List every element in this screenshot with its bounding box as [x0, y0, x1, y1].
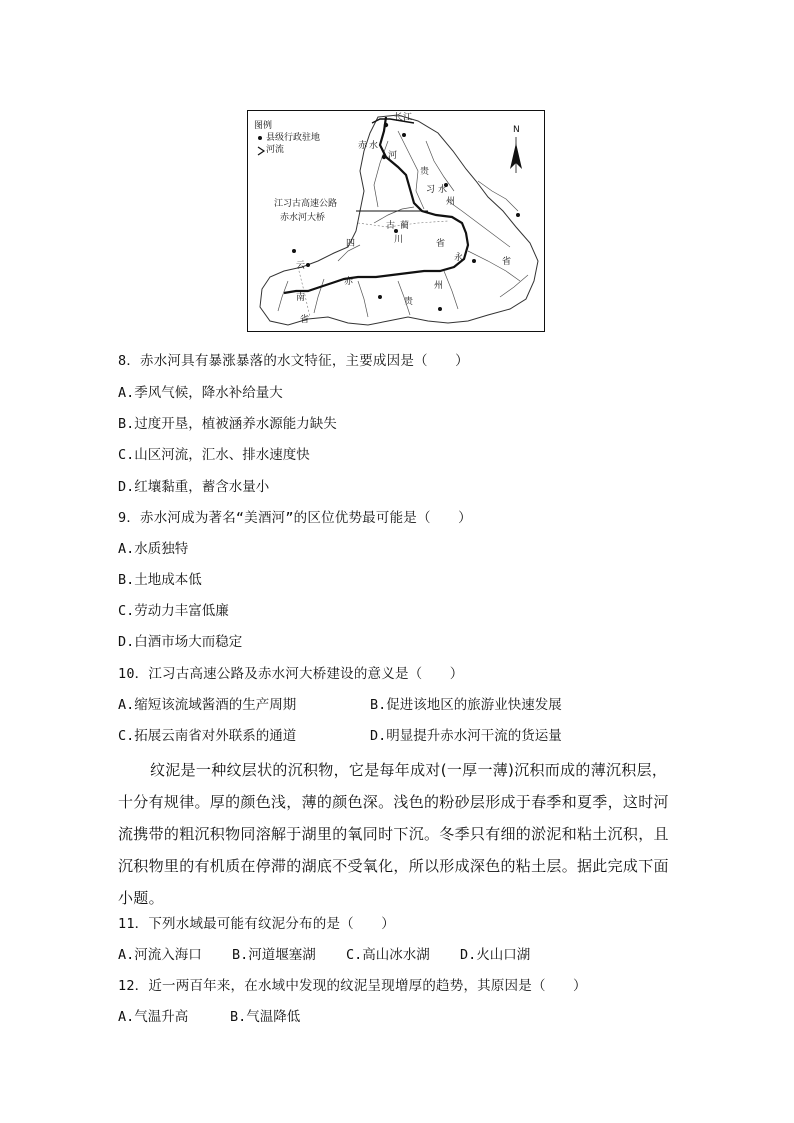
passage-line: 流携带的粗沉积物同溶解于湖里的氧同时下沉。冬季只有细的淤泥和粘土沉积，且: [118, 825, 669, 843]
q11-option-a: A.河流入海口: [118, 947, 202, 963]
q11-option-b: B.河道堰塞湖: [232, 947, 316, 963]
place-label: 贵: [404, 297, 414, 307]
q9-option-c: C.劳动力丰富低廉: [118, 603, 229, 619]
place-label: 赤: [358, 141, 368, 151]
q8-option-b: B.过度开垦，植被涵养水源能力缺失: [118, 416, 337, 432]
legend-county-seat: 县级行政驻地: [266, 133, 321, 143]
place-label: 省: [300, 315, 310, 325]
place-label: 古: [386, 221, 396, 231]
question-9: 9．赤水河成为著名“美酒河”的区位优势最可能是（ ）: [118, 510, 472, 526]
passage-line: 十分有规律。厚的颜色浅，薄的颜色深。浅色的粉砂层形成于春季和夏季，这时河: [118, 793, 669, 811]
q9-option-d: D.白酒市场大而稳定: [118, 634, 243, 650]
question-10: 10．江习古高速公路及赤水河大桥建设的意义是（ ）: [118, 666, 464, 682]
q11-option-d: D.火山口湖: [460, 947, 531, 963]
q11-option-c: C.高山冰水湖: [346, 947, 430, 963]
place-label: 川: [394, 235, 404, 245]
question-12: 12．近一两百年来，在水域中发现的纹泥呈现增厚的趋势，其原因是（ ）: [118, 978, 587, 994]
q8-option-c: C.山区河流，汇水、排水速度快: [118, 447, 310, 463]
place-label: 四: [346, 239, 356, 249]
q9-option-a: A.水质独特: [118, 541, 189, 557]
place-label: 贵: [420, 167, 430, 177]
q9-option-b: B.土地成本低: [118, 572, 202, 588]
place-label: 蔺: [400, 221, 410, 231]
label-highway: 江习古高速公路: [274, 199, 338, 209]
q10-option-b: B.促进该地区的旅游业快速发展: [370, 697, 562, 713]
question-11: 11．下列水域最可能有纹泥分布的是（ ）: [118, 916, 395, 932]
river-map-figure: [247, 110, 545, 332]
q10-option-c: C.拓展云南省对外联系的通道: [118, 728, 297, 744]
q10-option-d: D.明显提升赤水河干流的货运量: [370, 728, 562, 744]
passage-line: 纹泥是一种纹层状的沉积物，它是每年成对(一厚一薄)沉积而成的薄沉积层，: [150, 761, 668, 779]
legend-title: 图例: [254, 121, 273, 131]
passage-line: 沉积物里的有机质在停滞的湖底不受氧化，所以形成深色的粘土层。据此完成下面: [118, 857, 669, 875]
label-north: N: [513, 125, 520, 135]
place-label: 云: [296, 261, 306, 271]
place-label: 南: [296, 293, 306, 303]
q12-option-a: A.气温升高: [118, 1009, 189, 1025]
place-label: 水: [369, 141, 379, 151]
place-label: 习: [426, 185, 436, 195]
question-8: 8．赤水河具有暴涨暴落的水文特征，主要成因是（ ）: [118, 353, 469, 369]
place-label: 省: [502, 257, 512, 267]
legend-river: 河流: [266, 145, 285, 155]
place-label: 州: [446, 197, 456, 207]
place-label: 河: [388, 151, 398, 161]
label-changjiang: 长江: [394, 113, 413, 123]
place-label: 赤: [344, 277, 354, 287]
place-label: 州: [434, 281, 444, 291]
place-label: 水: [438, 185, 448, 195]
q8-option-a: A.季风气候，降水补给量大: [118, 385, 283, 401]
place-label: 省: [436, 239, 446, 249]
q10-option-a: A.缩短该流域酱酒的生产周期: [118, 697, 297, 713]
q8-option-d: D.红壤黏重，蓄含水量小: [118, 479, 270, 495]
passage-line: 小题。: [118, 889, 164, 907]
label-bridge: 赤水河大桥: [280, 213, 326, 223]
place-label: 永: [454, 253, 464, 263]
q12-option-b: B.气温降低: [230, 1009, 301, 1025]
